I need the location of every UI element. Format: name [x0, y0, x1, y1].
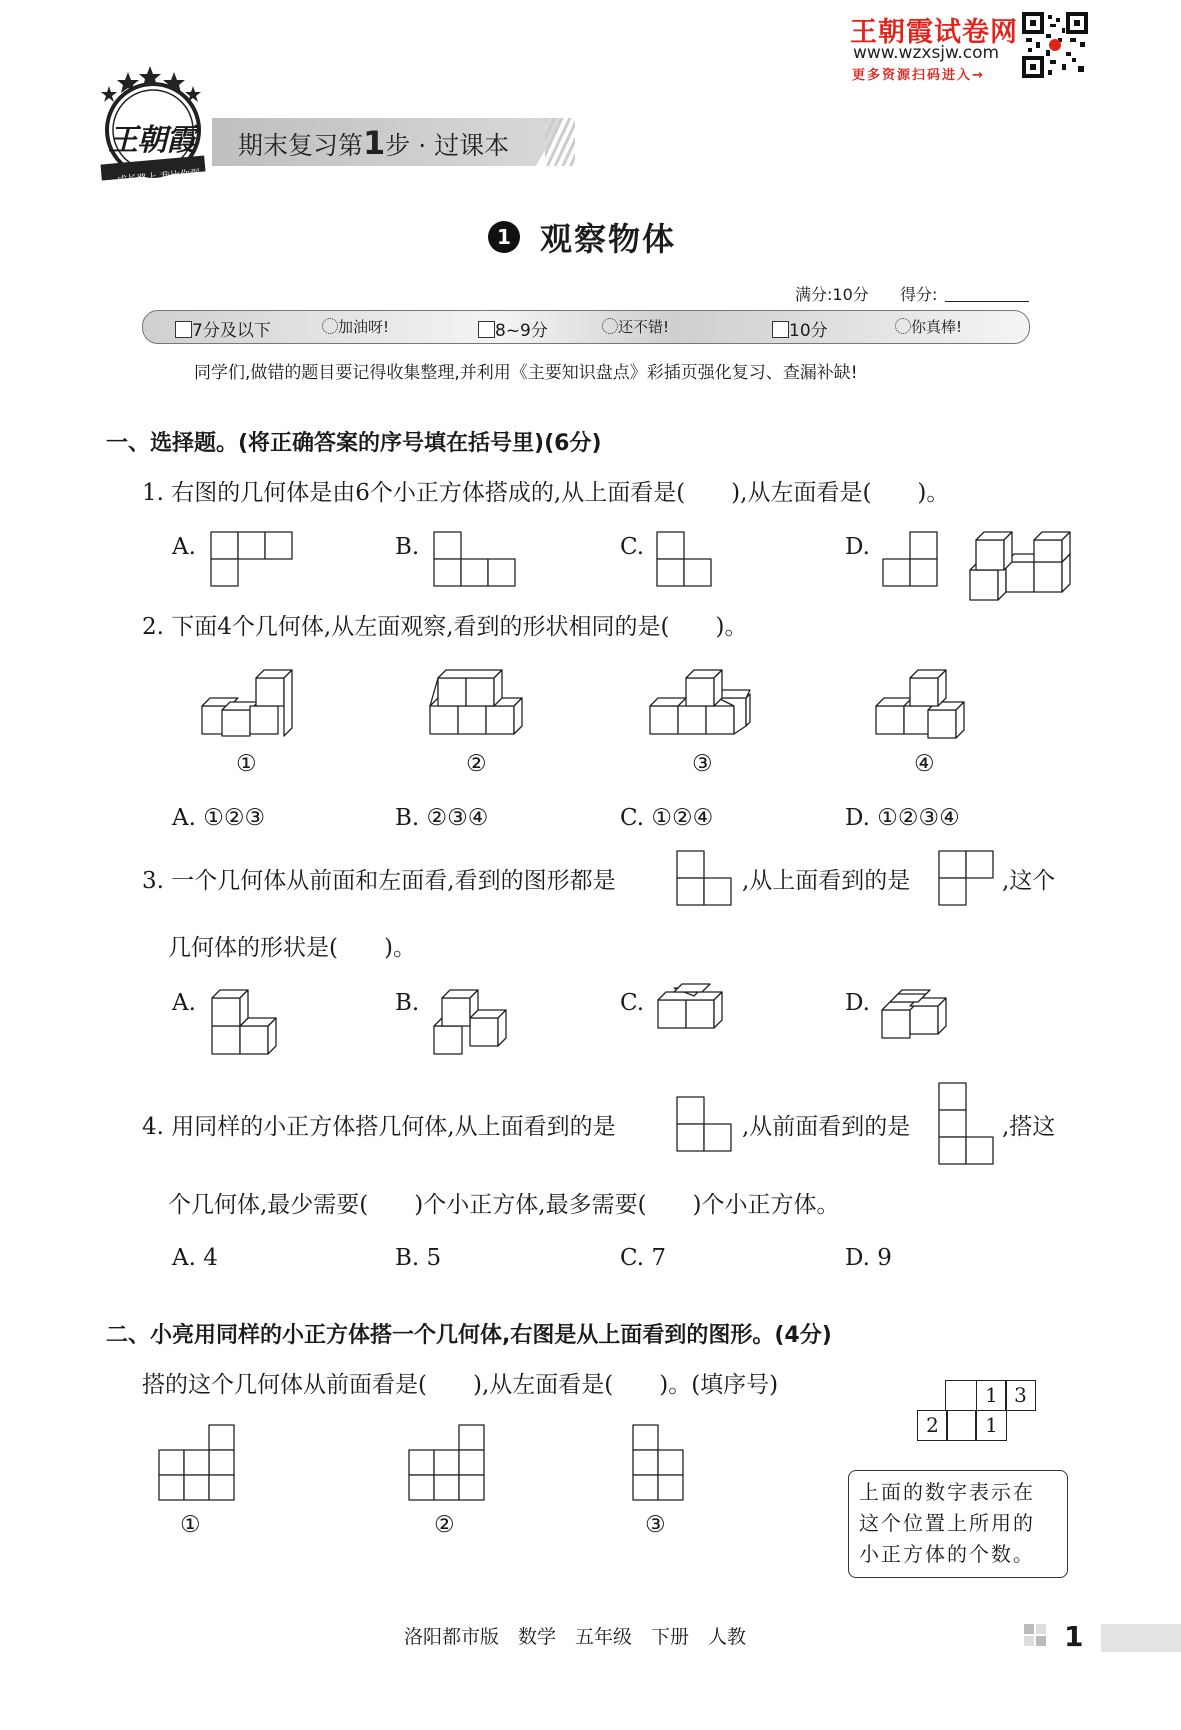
- question-3-text-d: 几何体的形状是( )。: [168, 935, 416, 961]
- q2-option-d[interactable]: D. ①②③④: [845, 805, 960, 831]
- q3-option-b[interactable]: B.: [395, 990, 420, 1016]
- s2-label-2: ②: [434, 1512, 455, 1538]
- q2-option-a[interactable]: A. ①②③: [172, 805, 266, 831]
- s2-view-3: [632, 1424, 688, 1504]
- grade-comment: 还不错!: [602, 316, 669, 337]
- grid-cell: 1: [976, 1380, 1007, 1411]
- q2-figure-label-4: ④: [914, 751, 935, 777]
- q4-option-b[interactable]: B. 5: [395, 1245, 442, 1271]
- grade-comment: 加油呀!: [322, 316, 389, 337]
- q1-option-d[interactable]: D.: [845, 534, 870, 560]
- grade-comment: 你真棒!: [895, 316, 962, 337]
- q3-front-left-view: [676, 850, 734, 908]
- note-line: 这个位置上所用的: [859, 1511, 1035, 1535]
- note-line: 上面的数字表示在: [859, 1480, 1035, 1504]
- notice-text: 同学们,做错的题目要记得收集整理,并利用《主要知识盘点》彩插页强化复习、查漏补缺!: [194, 363, 858, 383]
- score-got-label: 得分:: [900, 285, 938, 304]
- grid-cell: [946, 1410, 976, 1441]
- question-3-text-b: ,从上面看到的是: [742, 868, 911, 894]
- page-title: 观察物体: [540, 220, 677, 258]
- note-line: 小正方体的个数。: [859, 1542, 1035, 1566]
- q2-option-b[interactable]: B. ②③④: [395, 805, 489, 831]
- footer-decoration-icon: [1024, 1624, 1064, 1652]
- q2-figure-label-1: ①: [236, 751, 257, 777]
- grade-item: 8~9分: [478, 316, 548, 341]
- q3-solid-b: [432, 986, 512, 1058]
- q1-view-b: [433, 531, 517, 589]
- question-4-text-c: ,搭这: [1002, 1114, 1056, 1140]
- grid-cell: 2: [917, 1410, 948, 1441]
- logo-subtext: 成长路上 我比你强: [116, 168, 201, 187]
- q3-top-view: [938, 850, 996, 908]
- brand-slogan: 更多资源扫码进入→: [852, 68, 985, 83]
- q1-view-a: [210, 531, 294, 589]
- q1-option-c[interactable]: C.: [620, 534, 645, 560]
- smiley-icon: [322, 318, 338, 334]
- q1-view-c: [656, 531, 714, 589]
- q1-solid-figure: [968, 530, 1072, 604]
- s2-label-1: ①: [180, 1512, 201, 1538]
- q2-figure-4: [874, 666, 978, 740]
- grade-item: 7分及以下: [175, 316, 271, 341]
- q2-option-c[interactable]: C. ①②④: [620, 805, 714, 831]
- page-number: 1: [1064, 1620, 1084, 1653]
- grid-cell: [945, 1380, 976, 1411]
- q2-figure-label-2: ②: [466, 751, 487, 777]
- qr-code-icon[interactable]: [1022, 12, 1088, 78]
- grid-cell: 1: [976, 1410, 1007, 1441]
- header-band-stripes: [545, 118, 575, 166]
- q1-option-b[interactable]: B.: [395, 534, 420, 560]
- score-full: 满分:10分: [795, 285, 869, 304]
- question-3-text-a: 3. 一个几何体从前面和左面看,看到的图形都是: [142, 868, 616, 894]
- q4-option-c[interactable]: C. 7: [620, 1245, 667, 1271]
- q1-option-a[interactable]: A.: [172, 534, 196, 560]
- section1-heading: 一、选择题。(将正确答案的序号填在括号里)(6分): [106, 431, 602, 456]
- footer-text: 洛阳都市版 数学 五年级 下册 人教: [404, 1626, 747, 1648]
- section2-question: 搭的这个几何体从前面看是( ),从左面看是( )。(填序号): [142, 1372, 779, 1398]
- q3-option-d[interactable]: D.: [845, 990, 870, 1016]
- step-number: 1: [363, 124, 386, 162]
- logo-text: 王朝霞: [108, 123, 195, 158]
- s2-view-1: [158, 1424, 238, 1504]
- q4-front-view: [938, 1082, 996, 1168]
- s2-view-2: [408, 1424, 488, 1504]
- smiley-icon: [895, 318, 911, 334]
- checkbox[interactable]: [175, 321, 192, 338]
- brand-name: 王朝霞试卷网: [850, 17, 1018, 48]
- q3-solid-a: [210, 986, 286, 1058]
- header-band-text: 期末复习第1步 · 过课本: [238, 124, 510, 162]
- footer-page-tab: [1101, 1624, 1181, 1652]
- q4-top-view: [676, 1096, 734, 1154]
- brand-url[interactable]: www.wzxsjw.com: [853, 43, 1000, 63]
- q3-option-a[interactable]: A.: [172, 990, 196, 1016]
- question-2-text: 2. 下面4个几何体,从左面观察,看到的形状相同的是( )。: [142, 614, 748, 640]
- checkbox[interactable]: [478, 321, 495, 338]
- smiley-icon: [602, 318, 618, 334]
- s2-label-3: ③: [645, 1512, 666, 1538]
- question-4-text-b: ,从前面看到的是: [742, 1114, 911, 1140]
- score-input-line[interactable]: [945, 301, 1029, 302]
- s2-note-box: [848, 1470, 1068, 1578]
- question-1-text: 1. 右图的几何体是由6个小正方体搭成的,从上面看是( ),从左面看是( )。: [142, 480, 950, 506]
- q4-option-a[interactable]: A. 4: [172, 1245, 218, 1271]
- q3-solid-c: [656, 986, 736, 1036]
- grade-item: 10分: [772, 316, 828, 341]
- q2-figure-1: [200, 666, 296, 738]
- title-number-badge: 1: [488, 221, 520, 253]
- section2-heading: 二、小亮用同样的小正方体搭一个几何体,右图是从上面看到的图形。(4分): [106, 1323, 832, 1348]
- q4-option-d[interactable]: D. 9: [845, 1245, 892, 1271]
- q2-figure-3: [648, 666, 758, 738]
- q2-figure-2: [428, 666, 528, 738]
- q3-solid-d: [880, 986, 968, 1042]
- question-4-text-d: 个几何体,最少需要( )个小正方体,最多需要( )个小正方体。: [168, 1192, 840, 1218]
- q1-view-d: [882, 531, 940, 589]
- q3-option-c[interactable]: C.: [620, 990, 645, 1016]
- grid-cell: 3: [1005, 1380, 1036, 1411]
- checkbox[interactable]: [772, 321, 789, 338]
- question-4-text-a: 4. 用同样的小正方体搭几何体,从上面看到的是: [142, 1114, 616, 1140]
- q2-figure-label-3: ③: [692, 751, 713, 777]
- question-3-text-c: ,这个: [1002, 868, 1056, 894]
